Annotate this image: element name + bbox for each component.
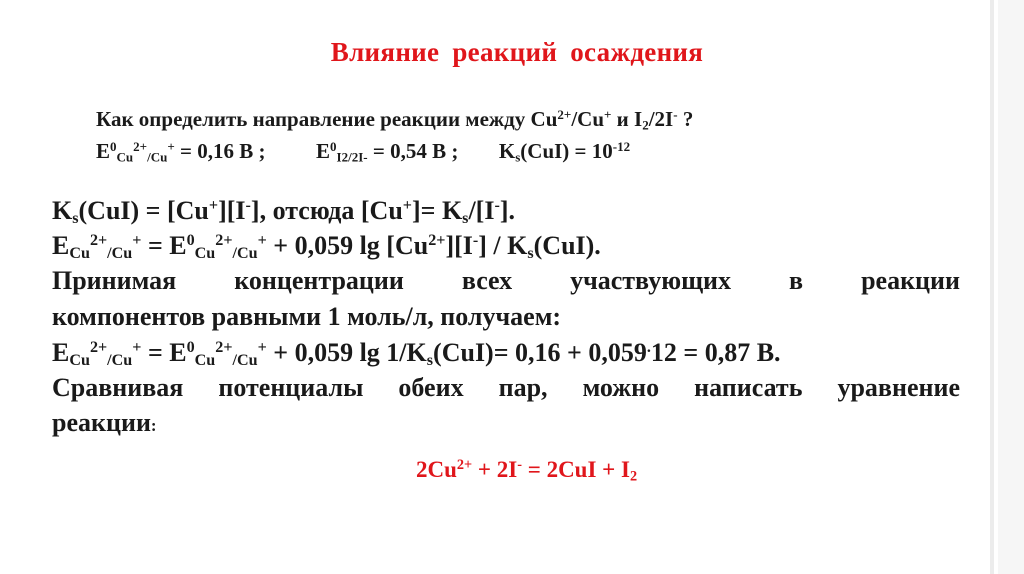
nernst-equation-line: $E_{Cu}^{2+}_{/Cu}^+ = E^0_{Cu}^{2+}_{/Cu}^+ + 0,059$ $\lg [Cu^{2+}][I^-] / K_s(CuI)$. (52, 231, 601, 263)
reaction-equation: $2Cu^{2+} + 2I^- = 2CuI + I_2$ (416, 457, 638, 485)
e0-cu-potential: $E^0_{Cu}^{2+}_{/Cu}^+ = 0,16$ В ; (96, 138, 266, 165)
solubility-product: $K_s(CuI) = 10^{-12}$ (498, 138, 631, 165)
ks-expression-line: $K_s(CuI) = [Cu^+][I^-]$, отсюда $[Cu^+]= K_s/[I^-]$. (52, 196, 515, 228)
given-values-line (96, 139, 630, 164)
decorative-border (972, 0, 1024, 574)
question-line: Как определить направление реакции между $Cu^{2+}/Cu^+$ и $I_2/2I^-$ ? (96, 106, 694, 133)
paragraph-concentration-line-2: компонентов равными 1 моль/л, получаем: (52, 302, 562, 331)
slide-title: Влияние реакций осаждения (330, 37, 704, 67)
potential-calculation-line: $E_{Cu}^{2+}_{/Cu}^+ = E^0_{Cu}^{2+}_{/Cu}^+ + 0,059$ $\lg 1/K_s(CuI)= 0,16 + 0,059^.12 = 0,87$ В. (52, 338, 781, 370)
paragraph-concentration-line-1: Принимая концентрации всех участвующих в реакции (52, 266, 960, 295)
e0-iodine-potential: $E^0_{I2/2I-} = 0,54$ В ; (316, 138, 459, 165)
paragraph-compare-line-2: реакции: (52, 408, 157, 437)
paragraph-compare-line-1: Сравнивая потенциалы обеих пар, можно написать уравнение (52, 373, 960, 402)
